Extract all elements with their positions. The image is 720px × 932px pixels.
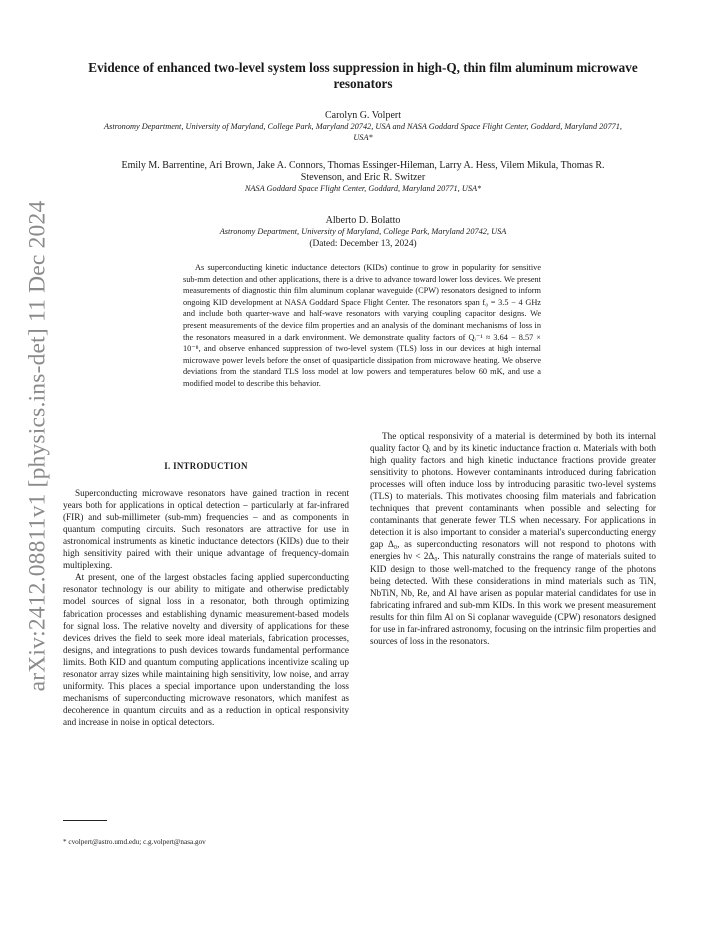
dated-line: (Dated: December 13, 2024) xyxy=(309,238,417,249)
right-column xyxy=(370,430,656,647)
arxiv-identifier-text: arXiv:2412.08811v1 [physics.ins-det] 11 Dec 2024 xyxy=(24,200,51,692)
author-affiliation: Astronomy Department, University of Maryland, College Park, Maryland 20742, USA xyxy=(219,227,507,236)
author-group-3 xyxy=(100,215,626,250)
intro-paragraph-3: The optical responsivity of a material is determined by both its internal quality factor Qᵢ and by its kinetic inductance fraction α. Materials with both high quality factors and high kinetic inductance fractions provide greater sensitivity to photons. However contaminants introduced during fabrication processes will often induce loss by introducing parasitic two-level systems (TLS) to materials. This motivates choosing film materials and fabrication techniques that prevent contaminants when possible and selecting for contaminants that generate fewer TLS when necessary. For applications in detection it is also important to consider a material's superconducting energy gap Δ₀, as superconducting resonators will not respond to photons with energies hν < 2Δ₀. This naturally constrains the range of materials suited to KID design to those well-matched to the frequency range of the photons being detected. With these considerations in mind materials such as TiN, NbTiN, Nb, Re, and Al have arisen as popular material candidates for use in fabricating infrared and sub-mm KIDs. In this work we present measurement results for thin film Al on Si coplanar waveguide (CPW) resonators designed for use in far-infrared astronomy, focusing on the intrinsic film properties and sources of loss in the resonators. xyxy=(370,431,656,646)
intro-paragraph-1: Superconducting microwave resonators have gained traction in recent years both for applications in optical detection – particularly at far-infrared (FIR) and sub-millimeter (sub-mm) frequencies – and as components in quantum computing circuits. Such resonators are attractive for use in astronomical instruments as kinetic inductance detectors (KIDs) due to their high sensitivity paired with their unique advantage of frequency-domain multiplexing. xyxy=(63,488,349,571)
author-affiliation: NASA Goddard Space Flight Center, Goddard, Maryland 20771, USA* xyxy=(244,184,482,193)
section-heading-introduction: I. INTRODUCTION xyxy=(164,461,248,471)
paper-title: Evidence of enhanced two-level system loss suppression in high-Q, thin film aluminum microwave resonators xyxy=(88,60,638,91)
intro-paragraph-2: At present, one of the largest obstacles facing applied superconducting resonator technology is our ability to mitigate and otherwise predictably model sources of signal loss in a resonator, both through optimizing fabrication processes and establishing dynamic measurement-based models for signal loss. The relative novelty and diversity of applications for these devices drives the field to seek more ideal materials, fabrication processes, designs, and integrations to push devices towards fundamental performance limits. Both KID and quantum computing applications incentivize scaling up resonator array sizes while maintaining high sensitivity, low noise, and array uniformity. This places a special importance upon understanding the loss mechanisms of superconducting microwave resonators, which manifest as decoherence in quantum circuits and as a reduction in optical responsivity and increase in noise in optical detectors. xyxy=(63,572,349,727)
footnote-email: * cvolpert@astro.umd.edu; c.g.volpert@nasa.gov xyxy=(63,838,206,846)
author-group-1 xyxy=(100,110,626,143)
left-column xyxy=(63,460,349,728)
abstract: As superconducting kinetic inductance detectors (KIDs) continue to grow in popularity for sensitive sub-mm detection and other applications, there is a drive to advance toward lower loss devices. We present measurements of diagnostic thin film aluminum coplanar waveguide (CPW) resonators designed to inform ongoing KID development at NASA Goddard Space Flight Center. The resonators span f₀ = 3.5 − 4 GHz and include both quarter-wave and half-wave resonators with varying coupling capacitor designs. We present measurements of the device film properties and an analysis of the dominant mechanisms of loss in the resonators measured in a dark environment. We demonstrate quality factors of Qᵢ⁻¹ ≈ 3.64 − 8.57 × 10⁻⁸, and observe enhanced suppression of two-level system (TLS) loss in our devices at high internal microwave power levels before the onset of quasiparticle dissipation from microwave heating. We observe deviations from the standard TLS loss model at low powers and temperatures below 60 mK, and use a modified model to describe this behavior. xyxy=(183,263,541,388)
author-group-2 xyxy=(100,160,626,195)
author-names: Carolyn G. Volpert xyxy=(324,110,401,121)
footnote-divider xyxy=(63,820,107,821)
author-names: Emily M. Barrentine, Ari Brown, Jake A. Connors, Thomas Essinger-Hileman, Larry A. Hess, Vilem Mikula, Thomas R. Stevenson, and Eric R. Switzer xyxy=(121,160,605,183)
author-names: Alberto D. Bolatto xyxy=(325,215,401,226)
arxiv-identifier-stamp xyxy=(18,200,58,692)
author-affiliation: Astronomy Department, University of Maryland, College Park, Maryland 20742, USA and NASA Goddard Space Flight Center, Goddard, Maryland 20771, USA* xyxy=(104,122,622,142)
